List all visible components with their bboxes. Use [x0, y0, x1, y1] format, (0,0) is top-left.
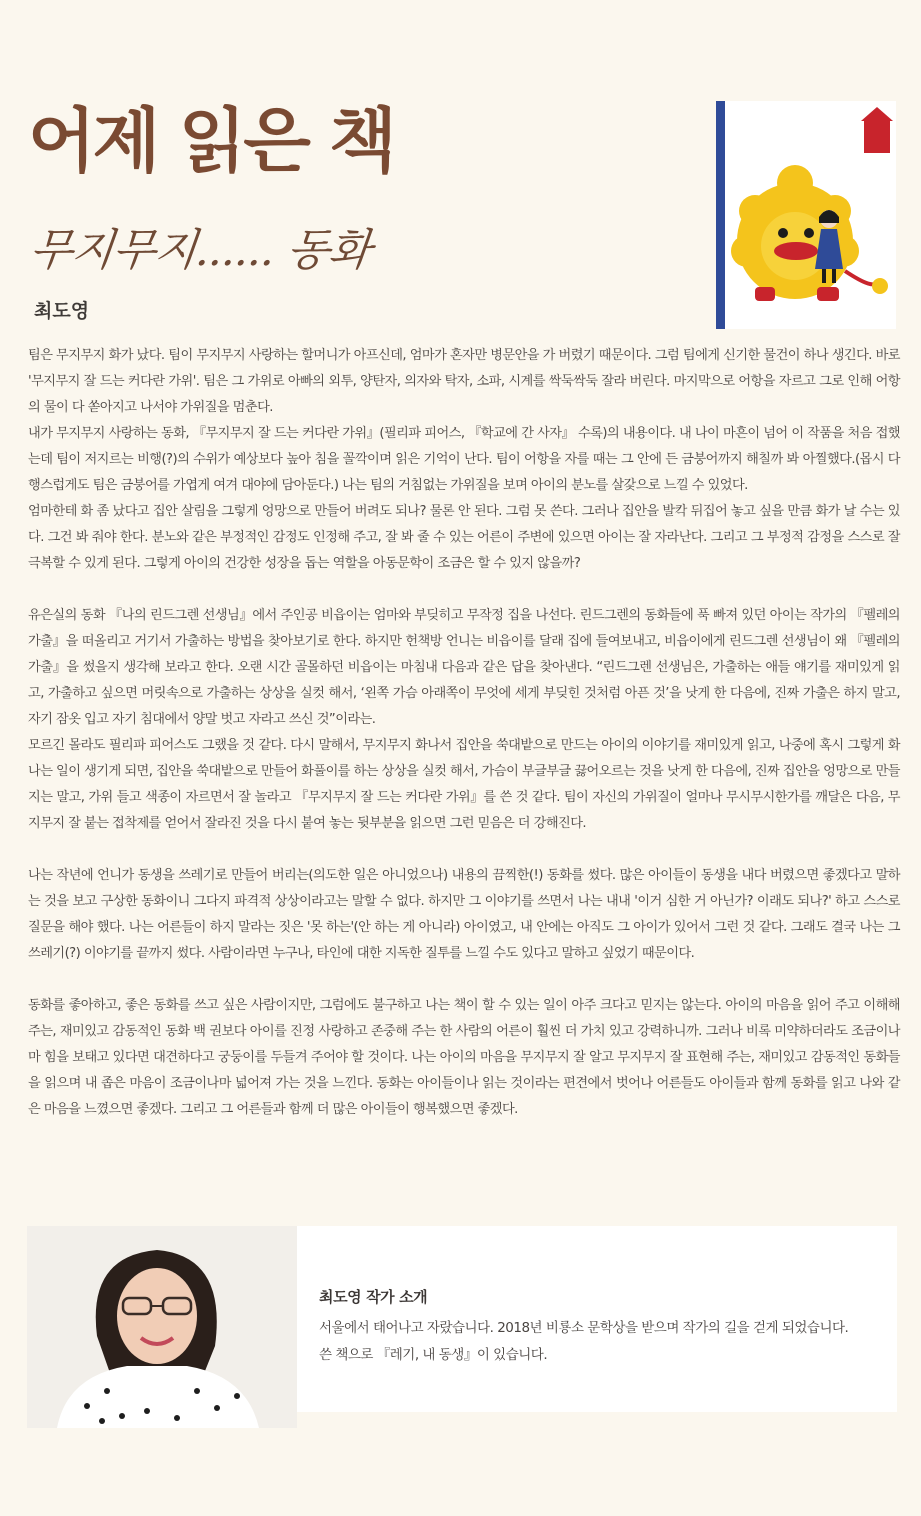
- profile-heading: 최도영 작가 소개: [319, 1288, 428, 1306]
- article-body: [28, 343, 900, 1123]
- article-paragraph: 모르긴 몰라도 필리파 피어스도 그랬을 것 같다. 다시 말해서, 무지무지 화나서 집안을 쑥대밭으로 만드는 아이의 이야기를 재미있게 읽고, 나중에 혹시 그렇게 화나는 일이 생기게 되면, 집안을 쑥대밭으로 만들어 화풀이를 하는 상상을 실컷 해서, 가슴이 부글부글 끓어오르는 것을 낫게 한 다음에, 진짜 집안을 엉망으로 만들지는 말고, 가위 들고 색종이 자르면서 잘 놀라고 『무지무지 잘 드는 커다란 가위』를 쓴 것 같다. 팀이 자신의 가위질이 얼마나 무시무시한가를 깨달은 다음, 무지무지 잘 붙는 접착제를 얻어서 잘라진 것을 다시 붙여 놓는 뒷부분을 읽으면 그런 믿음은 더 강해진다.: [28, 738, 900, 831]
- article-paragraph: 내가 무지무지 사랑하는 동화, 『무지무지 잘 드는 커다란 가위』(필리파 피어스, 『학교에 간 사자』 수록)의 내용이다. 내 나이 마흔이 넘어 이 작품을 처음 접했는데 팀이 저지르는 비행(?)의 수위가 예상보다 높아 침을 꼴깍이며 읽은 기억이 난다. 팀이 어항을 자를 때는 그 안에 든 금붕어까지 해칠까 봐 아찔했다.(몹시 다행스럽게도 팀은 금붕어를 가엽게 여겨 대야에 담아둔다.) 나는 팀의 거침없는 가위질을 보며 아이의 분노를 살갗으로 느낄 수 있었다.: [28, 426, 900, 493]
- article-paragraph: 엄마한테 화 좀 났다고 집안 살림을 그렇게 엉망으로 만들어 버려도 되나? 물론 안 된다. 그럼 못 쓴다. 그러나 집안을 발칵 뒤집어 놓고 싶을 만큼 화가 날 수는 있다. 그건 봐 줘야 한다. 분노와 같은 부정적인 감정도 인정해 주고, 잘 봐 줄 수 있는 어른이 주변에 있으면 아이는 잘 자라난다. 그리고 그 부정적 감정을 스스로 잘 극복할 수 있게 된다. 그렇게 아이의 건강한 성장을 돕는 역할을 아동문학이 조금은 할 수 있지 않을까?: [28, 504, 900, 571]
- paragraph-gap: [28, 967, 900, 993]
- page-title: 어제 읽은 책: [28, 100, 394, 182]
- article-paragraph: 동화를 좋아하고, 좋은 동화를 쓰고 싶은 사람이지만, 그럼에도 불구하고 나는 책이 할 수 있는 일이 아주 크다고 믿지는 않는다. 아이의 마음을 읽어 주고 이해해 주는, 재미있고 감동적인 동화 백 권보다 아이를 진정 사랑하고 존중해 주는 한 사람의 어른이 훨씬 더 가치 있고 강력하니까. 그러나 비록 미약하더라도 조금이나마 힘을 보태고 있다면 대견하다고 궁둥이를 두들겨 주어야 할 것이다. 나는 아이의 마음을 무지무지 잘 알고 무지무지 잘 표현해 주는, 재미있고 감동적인 동화들을 읽으며 내 좁은 마음이 조금이나마 넓어져 가는 것을 느낀다. 동화는 아이들이나 읽는 것이라는 편견에서 벗어나 어른들도 아이들과 함께 동화를 읽고 나와 같은 마음을 느꼈으면 좋겠다. 그리고 그 어른들과 함께 더 많은 아이들이 행복했으면 좋겠다.: [28, 998, 900, 1117]
- author-portrait: [27, 1226, 297, 1428]
- paragraph-gap: [28, 577, 900, 603]
- column-subtitle: 무지무지...... 동화: [27, 225, 373, 276]
- book-cover-image: [716, 101, 896, 329]
- author-photo: [27, 1226, 297, 1428]
- article-paragraph: 나는 작년에 언니가 동생을 쓰레기로 만들어 버리는(의도한 일은 아니었으나) 내용의 끔찍한(!) 동화를 썼다. 많은 아이들이 동생을 내다 버렸으면 좋겠다고 말하는 것을 보고 구상한 동화이니 그다지 파격적 상상이라고는 말할 수 없다. 하지만 그 이야기를 쓰면서 나는 내내 '이거 심한 거 아닌가? 이래도 되나?' 하고 스스로 질문을 해야 했다. 나는 어른들이 하지 말라는 짓은 '못 하는'(안 하는 게 아니라) 아이였고, 내 안에는 아직도 그 아이가 있어서 그런 것 같다. 그래도 결국 나는 그 쓰레기(?) 이야기를 끝까지 썼다. 사람이라면 누구나, 타인에 대한 지독한 질투를 느낄 수도 있다고 말하고 싶었기 때문이다.: [28, 868, 900, 961]
- article-paragraph: 유은실의 동화 『나의 린드그렌 선생님』에서 주인공 비읍이는 엄마와 부딪히고 무작정 집을 나선다. 린드그렌의 동화들에 푹 빠져 있던 아이는 작가의 『펠레의 가출』을 떠올리고 거기서 가출하는 방법을 찾아보기로 한다. 하지만 헌책방 언니는 비읍이를 달래 집에 들여보내고, 비읍이에게 린드그렌 선생님이 왜 『펠레의 가출』을 썼을지 생각해 보라고 한다. 오랜 시간 골몰하던 비읍이는 마침내 다음과 같은 답을 찾아낸다. “린드그렌 선생님은, 가출하는 애들 얘기를 재미있게 읽고, 가출하고 싶으면 머릿속으로 가출하는 상상을 실컷 해서, ‘왼쪽 가슴 아래쪽이 무엇에 세게 부딪힌 것처럼 아픈 것’을 낫게 한 다음에, 진짜 가출은 하지 말고, 자기 잠옷 입고 자기 침대에서 양말 벗고 자라고 쓰신 것”이라는.: [28, 608, 900, 727]
- author-profile-box: [27, 1226, 897, 1412]
- author-profile-text: [319, 1286, 889, 1369]
- profile-line: 서울에서 태어나고 자랐습니다. 2018년 비룡소 문학상을 받으며 작가의 길을 걷게 되었습니다.: [319, 1320, 849, 1336]
- profile-line: 쓴 책으로 『레기, 내 동생』이 있습니다.: [319, 1347, 548, 1363]
- paragraph-gap: [28, 837, 900, 863]
- author-name: 최도영: [34, 300, 90, 322]
- article-paragraph: 팀은 무지무지 화가 났다. 팀이 무지무지 사랑하는 할머니가 아프신데, 엄마가 혼자만 병문안을 가 버렸기 때문이다. 그럼 팀에게 신기한 물건이 하나 생긴다. 바로 '무지무지 잘 드는 커다란 가위'. 팀은 그 가위로 아빠의 외투, 양탄자, 의자와 탁자, 소파, 시계를 싹둑싹둑 잘라 버린다. 마지막으로 어항을 자르고 그로 인해 어항의 물이 다 쏟아지고 나서야 가위질을 멈춘다.: [28, 348, 900, 415]
- book-cover-illustration: [725, 101, 896, 329]
